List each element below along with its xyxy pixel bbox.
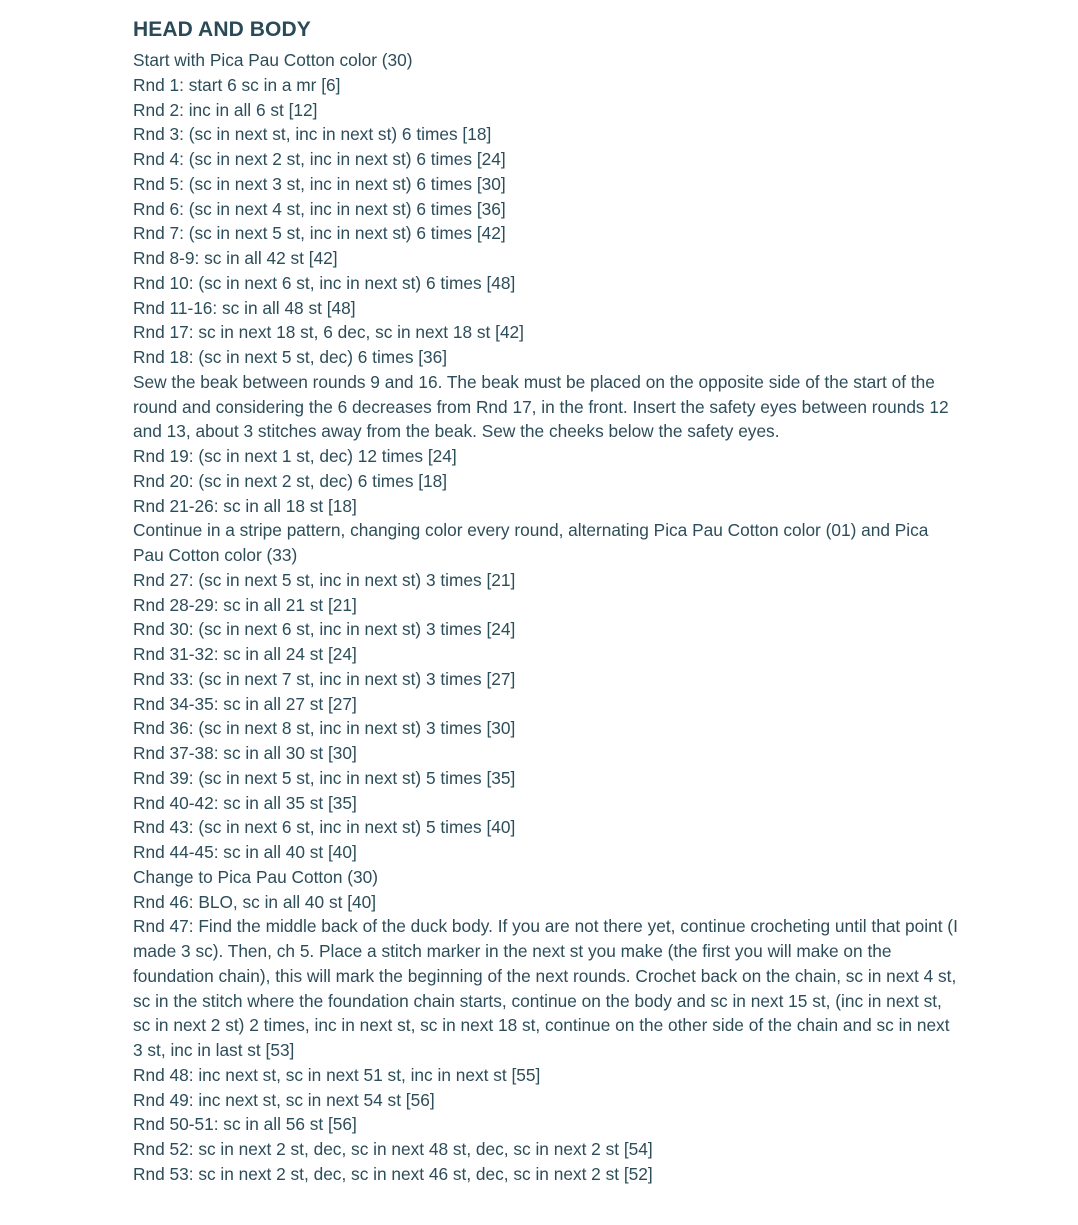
instruction-line: Rnd 34-35: sc in all 27 st [27]: [133, 693, 357, 714]
instruction-paragraph: Sew the beak between rounds 9 and 16. The beak must be placed on the opposite side of the start of the round and considering the 6 decreases from Rnd 17, in the front. Insert the safety eyes between rounds 12 and 13, about 3 stitches away from the beak. Sew the cheeks below the safety eyes.: [133, 371, 949, 442]
instruction-line: Rnd 43: (sc in next 6 st, inc in next st) 5 times [40]: [133, 817, 516, 838]
instruction-line: Change to Pica Pau Cotton (30): [133, 866, 378, 887]
instruction-paragraph: Rnd 47: Find the middle back of the duck body. If you are not there yet, continue crocheting until that point (I made 3 sc). Then, ch 5. Place a stitch marker in the next st you make (the first you will make on the foundation chain), this will mark the beginning of the next rounds. Crochet back on the chain, sc in next 4 st, sc in the stitch where the foundation chain starts, continue on the body and sc in next 15 st, (inc in next st, sc in next 2 st) 2 times, inc in next st, sc in next 18 st, continue on the other side of the chain and sc in next 3 st, inc in last st [53]: [133, 916, 958, 1060]
instruction-line: Start with Pica Pau Cotton color (30): [133, 50, 413, 70]
section-title: HEAD AND BODY: [133, 18, 311, 41]
instruction-list: [133, 48, 963, 1187]
instruction-line: Rnd 5: (sc in next 3 st, inc in next st) 6 times [30]: [133, 173, 506, 194]
instruction-line: Rnd 18: (sc in next 5 st, dec) 6 times [36]: [133, 347, 448, 367]
instruction-line: Rnd 8-9: sc in all 42 st [42]: [133, 248, 338, 268]
instruction-line: Rnd 10: (sc in next 6 st, inc in next st) 6 times [48]: [133, 272, 516, 293]
instruction-line: Rnd 11-16: sc in all 48 st [48]: [133, 297, 356, 318]
instruction-line: Rnd 1: start 6 sc in a mr [6]: [133, 74, 341, 95]
instruction-line: Rnd 39: (sc in next 5 st, inc in next st) 5 times [35]: [133, 767, 516, 788]
instruction-line: Rnd 37-38: sc in all 30 st [30]: [133, 743, 357, 763]
instruction-line: Rnd 52: sc in next 2 st, dec, sc in next 48 st, dec, sc in next 2 st [54]: [133, 1139, 653, 1159]
instruction-paragraph: Continue in a stripe pattern, changing color every round, alternating Pica Pau Cotton color (01) and Pica Pau Cotton color (33): [133, 520, 929, 565]
pattern-page: [133, 14, 963, 1187]
instruction-line: Rnd 33: (sc in next 7 st, inc in next st) 3 times [27]: [133, 668, 516, 689]
instruction-line: Rnd 49: inc next st, sc in next 54 st [56]: [133, 1089, 435, 1110]
instruction-line: Rnd 48: inc next st, sc in next 51 st, inc in next st [55]: [133, 1064, 541, 1085]
instruction-line: Rnd 7: (sc in next 5 st, inc in next st) 6 times [42]: [133, 223, 506, 244]
instruction-line: Rnd 19: (sc in next 1 st, dec) 12 times [24]: [133, 446, 457, 466]
instruction-line: Rnd 21-26: sc in all 18 st [18]: [133, 495, 357, 516]
instruction-line: Rnd 50-51: sc in all 56 st [56]: [133, 1114, 357, 1135]
instruction-line: Rnd 44-45: sc in all 40 st [40]: [133, 842, 357, 862]
instruction-line: Rnd 20: (sc in next 2 st, dec) 6 times [18]: [133, 470, 448, 491]
instruction-line: Rnd 2: inc in all 6 st [12]: [133, 99, 318, 120]
instruction-line: Rnd 46: BLO, sc in all 40 st [40]: [133, 891, 377, 912]
instruction-line: Rnd 17: sc in next 18 st, 6 dec, sc in next 18 st [42]: [133, 322, 524, 343]
instruction-line: Rnd 40-42: sc in all 35 st [35]: [133, 792, 357, 813]
instruction-line: Rnd 4: (sc in next 2 st, inc in next st) 6 times [24]: [133, 149, 506, 169]
instruction-line: Rnd 31-32: sc in all 24 st [24]: [133, 644, 357, 664]
instruction-line: Rnd 27: (sc in next 5 st, inc in next st) 3 times [21]: [133, 569, 516, 590]
instruction-line: Rnd 3: (sc in next st, inc in next st) 6 times [18]: [133, 124, 492, 145]
instruction-line: Rnd 30: (sc in next 6 st, inc in next st) 3 times [24]: [133, 619, 516, 640]
instruction-line: Rnd 36: (sc in next 8 st, inc in next st) 3 times [30]: [133, 718, 516, 739]
instruction-line: Rnd 28-29: sc in all 21 st [21]: [133, 594, 357, 615]
instruction-line: Rnd 53: sc in next 2 st, dec, sc in next 46 st, dec, sc in next 2 st [52]: [133, 1163, 653, 1184]
instruction-line: Rnd 6: (sc in next 4 st, inc in next st) 6 times [36]: [133, 198, 506, 219]
